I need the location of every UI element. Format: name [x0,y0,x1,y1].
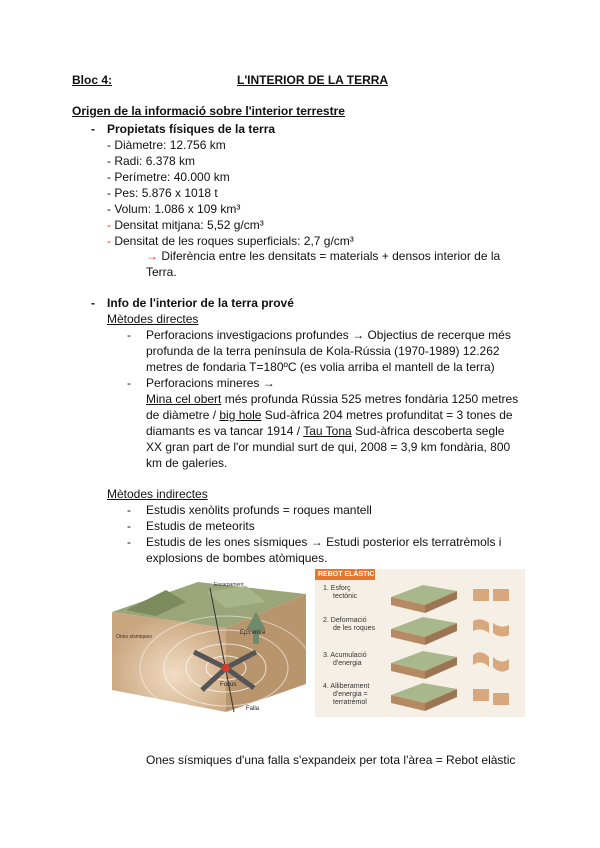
rebound-step: 1. Esforç tectònic [323,585,358,600]
list-item: - Radi: 6.378 km [107,154,196,168]
label-fault: Falla [246,706,260,712]
density-note: → Diferència entre les densitats = materials + densos interior de la [146,249,501,263]
direct-item-line: Perforacions investigacions profundes → Objectius de recerque més [146,328,511,342]
arrow-icon: → [146,249,158,263]
indirect-item: Estudis de les ones sísmiques → Estudi posterior els terratrèmols i [146,535,502,549]
mining-line: XX gran part de l'or mundial surt de qui, 2008 = 3,9 km fondària, 800 [146,440,511,454]
rebound-illustrations [387,575,523,715]
indirect-item: Estudis de meteorits [146,519,255,533]
rebound-step: 2. Deformació de les roques [323,617,376,632]
section-heading: Origen de la informació sobre l'interior terrestre [72,104,345,118]
bullet-dash: - [91,296,95,310]
mining-heading: Perforacions mineres → [146,376,275,390]
bullet-dash: - [91,122,95,136]
mining-line: de diàmetre / big hole Sud-àfrica 204 metres profunditat = 3 tones de [146,408,513,422]
item-dash: - [127,519,131,533]
list-item: - Pes: 5.876 x 1018 t [107,186,218,200]
mining-line: km de galeries. [146,456,228,470]
list-item: - Densitat de les roques superficials: 2,7 g/cm³ [107,234,354,248]
rebound-row [391,585,509,613]
mining-line: diamants es va tancar 1914 / Tau Tona Sud-àfrica descoberta segle [146,424,505,438]
list-item: - Volum: 1.086 x 109 km³ [107,202,241,216]
indirect-item-cont: explosions de bombes atòmiques. [146,551,328,565]
list-item: - Densitat mitjana: 5,52 g/cm³ [107,218,264,232]
direct-item-line: metres de fondaria T=180ºC (es volia arriba el mantell de la terra) [146,360,495,374]
earthquake-diagram [106,572,310,718]
sub-heading-physical: Propietats físiques de la terra [107,122,276,136]
item-dash: - [127,328,131,342]
rebound-step: 3. Acumulació d'energia [323,652,367,667]
earthquake-diagram-svg [106,572,310,718]
rebound-row [391,617,509,645]
mina-link[interactable]: Mina cel obert [146,392,222,406]
label-waves: Ones sísmiques [116,634,152,640]
indirect-item: Estudis xenòlits profunds = roques mantell [146,503,372,517]
label-epicentre: Epicentre [240,630,266,636]
page-title: L'INTERIOR DE LA TERRA [237,73,389,87]
label-focus: Focus [220,682,237,688]
mining-line: Mina cel obert més profunda Rússia 525 metres fondària 1250 metres [146,392,519,406]
direct-methods-heading: Mètodes directes [107,312,199,326]
tautona-link[interactable]: Tau Tona [303,424,352,438]
item-dash: - [127,535,131,549]
direct-item-line: profunda de la terra península de Kola-Rússia (1970-1989) 12.262 [146,344,500,358]
elastic-rebound-figure [315,569,525,717]
list-item: - Diàmetre: 12.756 km [107,138,226,152]
item-dash: - [127,376,131,390]
rebound-step: 4. Alliberament d'energia = terratrèmol [323,683,370,706]
indirect-methods-heading: Mètodes indirectes [107,487,208,501]
rebound-row [391,651,509,679]
rebound-row [391,683,509,711]
figure-caption: Ones sísmiques d'una falla s'expandeix per tota l'àrea = Rebot elàstic [146,753,516,767]
density-note-cont: Terra. [146,265,177,279]
bloc-label: Bloc 4: [72,73,113,87]
sub-heading-info: Info de l'interior de la terra prové [107,296,294,310]
bighole-link[interactable]: big hole [219,408,262,422]
figure-header: REBOT ELÀSTIC [318,571,375,578]
label-escarpment: Escarpament [214,582,244,588]
focus-point [222,664,230,672]
item-dash: - [127,503,131,517]
list-item: - Perímetre: 40.000 km [107,170,230,184]
